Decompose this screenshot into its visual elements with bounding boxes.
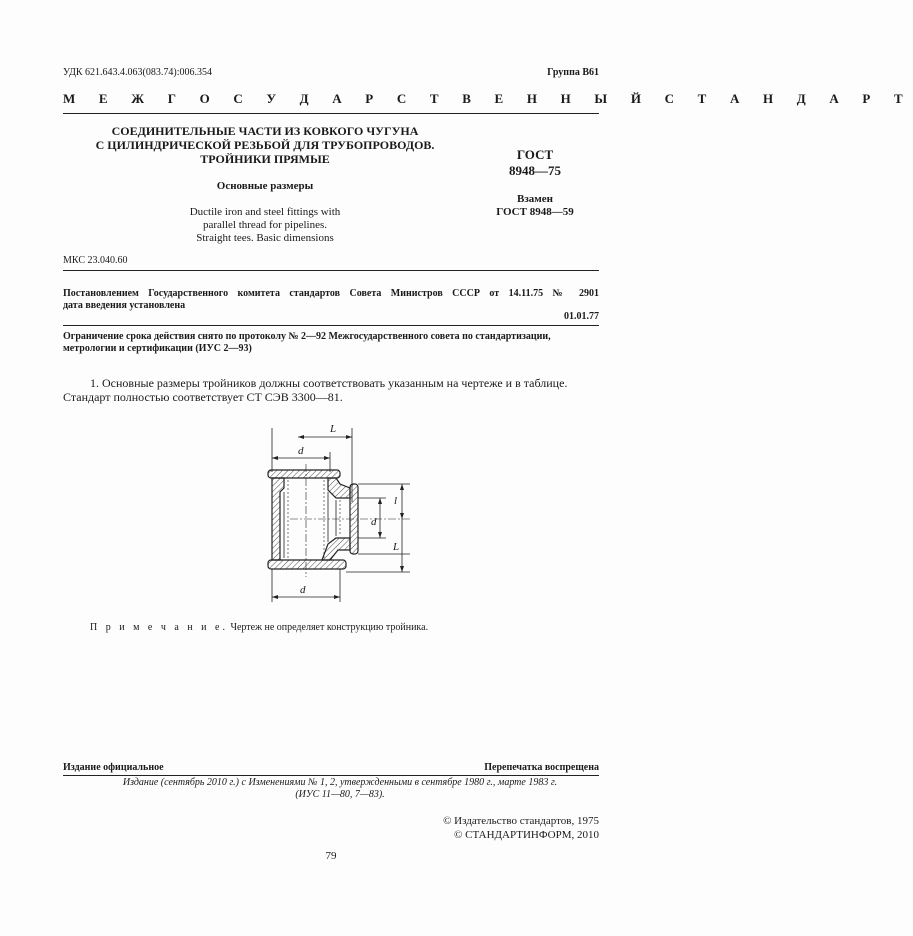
title-line-2: С ЦИЛИНДРИЧЕСКОЙ РЕЗЬБОЙ ДЛЯ ТРУБОПРОВОДОВ.	[95, 138, 435, 152]
label-l-side: l	[394, 495, 398, 507]
label-d-top: d	[298, 445, 304, 457]
decree-divider	[63, 325, 599, 326]
english-title	[150, 206, 380, 245]
edition-info	[90, 777, 590, 801]
standard-subtitle: Основные размеры	[216, 180, 314, 192]
group-code: Группа В61	[547, 67, 599, 78]
mks-code: МКС 23.040.60	[63, 255, 128, 266]
english-title-line-3: Straight tees. Basic dimensions	[196, 232, 334, 244]
introduction-date: 01.01.77	[564, 311, 599, 322]
drawing-note	[90, 622, 428, 633]
replaces-standard: ГОСТ 8948—59	[496, 206, 574, 218]
standard-title	[90, 124, 440, 166]
replaces-label: Взамен	[517, 193, 553, 205]
tee-drawing	[250, 412, 420, 617]
paragraph-2: Стандарт полностью соответствует СТ СЭВ 3300—81.	[63, 390, 343, 404]
page-number: 79	[325, 850, 337, 862]
label-d-bottom: d	[300, 584, 306, 596]
tee-drawing-svg	[250, 412, 420, 612]
english-title-line-1: Ductile iron and steel fittings with	[189, 206, 341, 218]
interstate-standard-heading: М Е Ж Г О С У Д А Р С Т В Е Н Н Ы Й С Т А Н Д А Р Т	[63, 91, 913, 106]
title-line-1: СОЕДИНИТЕЛЬНЫЕ ЧАСТИ ИЗ КОВКОГО ЧУГУНА	[111, 124, 419, 138]
decree-line-1: Постановлением Государственного комитета стандартов Совета Министров СССР от 14.11.75 № 2901	[63, 288, 599, 299]
gost-number: 8948—75	[509, 163, 561, 178]
gost-label: ГОСТ	[516, 147, 554, 162]
reprint-prohibited: Перепечатка воспрещена	[484, 762, 599, 773]
official-edition: Издание официальное	[63, 762, 164, 773]
copyright-2010: © СТАНДАРТИНФОРМ, 2010	[454, 829, 599, 841]
udc-code: УДК 621.643.4.063(083.74):006.354	[63, 67, 212, 78]
tee-body	[268, 470, 358, 569]
paragraph-1: 1. Основные размеры тройников должны соответствовать указанным на чертеже и в таблице.	[90, 376, 568, 390]
note-label: П р и м е ч а н и е.	[90, 622, 228, 633]
label-d-side: d	[371, 516, 377, 528]
decree-line-2: дата введения установлена	[63, 300, 186, 311]
dimension-d-top	[272, 445, 330, 472]
gost-number-block	[480, 147, 590, 179]
header-divider	[63, 113, 599, 114]
copyright-1975: © Издательство стандартов, 1975	[443, 815, 599, 827]
title-divider	[63, 270, 599, 271]
restriction-note: Ограничение срока действия снято по протоколу № 2—92 Межгосударственного совета по стандартизации, метрологии и сертификации (ИУС 2—93)	[63, 331, 551, 354]
replaces-block	[470, 193, 600, 219]
edition-line-1: Издание (сентябрь 2010 г.) с Изменениями № 1, 2, утвержденными в сентябре 1980 г., марте 1983 г.	[122, 777, 558, 788]
note-text: Чертеж не определяет конструкцию тройника.	[230, 622, 429, 633]
label-L-side: L	[393, 541, 400, 553]
label-L-top: L	[330, 423, 337, 435]
english-title-line-2: parallel thread for pipelines.	[202, 219, 327, 231]
title-line-3: ТРОЙНИКИ ПРЯМЫЕ	[200, 152, 330, 166]
edition-line-2: (ИУС 11—80, 7—83).	[295, 789, 385, 800]
footer-divider	[63, 775, 599, 776]
